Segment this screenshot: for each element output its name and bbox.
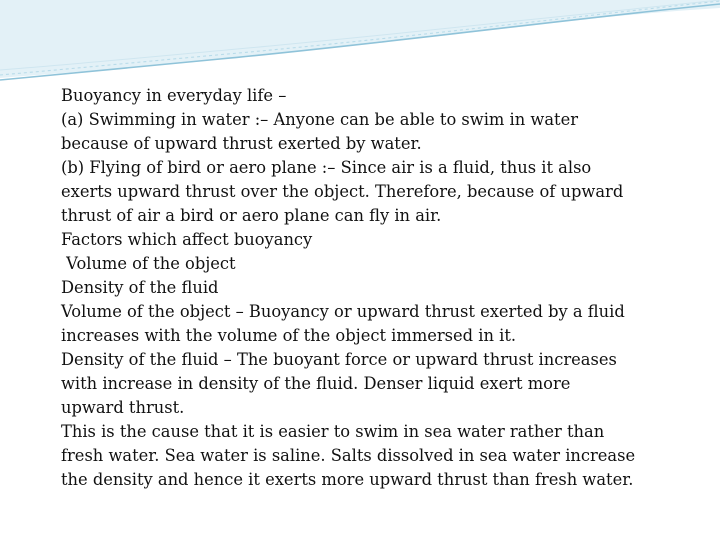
text-line: because of upward thrust exerted by water. (61, 134, 422, 153)
text-line: Factors which affect buoyancy (61, 230, 313, 249)
text-line: the density and hence it exerts more upward thrust than fresh water. (61, 470, 634, 489)
text-line: with increase in density of the fluid. Denser liquid exert more (61, 374, 571, 393)
text-line: upward thrust. (61, 398, 185, 417)
text-line: thrust of air a bird or aero plane can fly in air. (61, 206, 442, 225)
text-line: Volume of the object (61, 254, 236, 273)
text-line: fresh water. Sea water is saline. Salts dissolved in sea water increase (61, 446, 636, 465)
text-line: (a) Swimming in water :– Anyone can be able to swim in water (61, 110, 579, 129)
text-line: Density of the fluid – The buoyant force or upward thrust increases (61, 350, 617, 369)
text-line: Buoyancy in everyday life – (61, 86, 287, 105)
text-line: increases with the volume of the object immersed in it. (61, 326, 517, 345)
slide-body-text (61, 84, 701, 492)
decorative-wave-header (0, 0, 720, 90)
wave-band (0, 0, 720, 78)
text-line: exerts upward thrust over the object. Therefore, because of upward (61, 182, 624, 201)
text-line: Density of the fluid (61, 278, 219, 297)
text-line: (b) Flying of bird or aero plane :– Since air is a fluid, thus it also (61, 158, 592, 177)
text-line: This is the cause that it is easier to swim in sea water rather than (61, 422, 605, 441)
text-line: Volume of the object – Buoyancy or upward thrust exerted by a fluid (61, 302, 625, 321)
